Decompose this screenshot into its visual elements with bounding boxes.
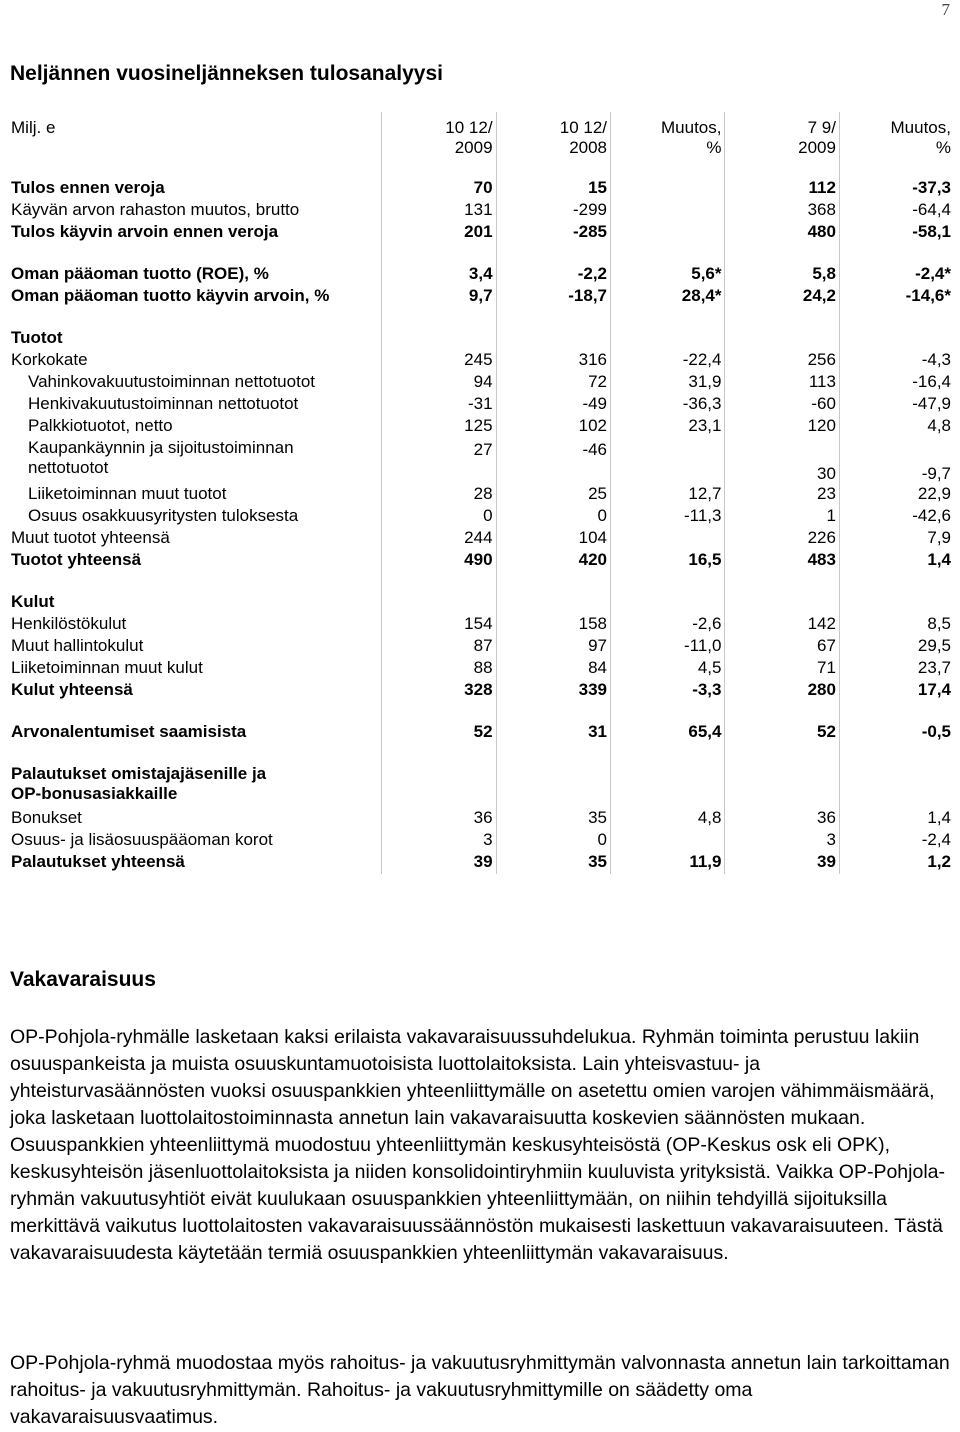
table-row: Bonukset 36 35 4,8 36 1,4: [8, 808, 954, 830]
table-row-total: Tuotot yhteensä 490 420 16,5 483 1,4: [8, 550, 954, 572]
table-row: Osuus- ja lisäosuuspääoman korot 3 0 3 -2,4: [8, 830, 954, 852]
table-row: Muut hallintokulut 87 97 -11,0 67 29,5: [8, 636, 954, 658]
section-row-kulut: Kulut: [8, 592, 954, 614]
header-col-1: 10 12/ 2009: [382, 112, 496, 158]
table-row: Muut tuotot yhteensä 244 104 226 7,9: [8, 528, 954, 550]
paragraph: OP-Pohjola-ryhmälle lasketaan kaksi erilaista vakavaraisuussuhdelukua. Ryhmän toiminta perustuu lakiin osuuspankeista ja muista osuuskuntamuotoisista luottolaitoksista. Lain yhteisvastuu- ja yhteisturvasäännösten vuoksi osuuspankkien yhteenliittymälle on asetettu omien varojen vähimmäismäärä, joka lasketaan luottolaitostoiminnasta annetun lain vakavaraisuutta koskevien säännösten mukaan. Osuuspankkien yhteenliittymä muodostuu yhteenliittymän keskusyhteisöstä (OP-Keskus osk eli OPK), keskusyhteisön jäsenluottolaitoksista ja niiden konsolidointiryhmiin kuuluvista yrityksistä. Vaikka OP-Pohjola-ryhmän vakuutusyhtiöt eivät kuulukaan osuuspankkien yhteenliittymään, on niihin tehdyillä sijoituksilla merkittävä vaikutus luottolaitosten vakavaraisuussäännöstön mukaisesti laskettuun vakavaraisuuteen. Tästä vakavaraisuudesta käytetään termiä osuuspankkien yhteenliittymän vakavaraisuus.: [10, 1026, 945, 1264]
table-row: Henkivakuutustoiminnan nettotuotot -31 -49 -36,3 -60 -47,9: [8, 394, 954, 416]
page-heading: Neljännen vuosineljänneksen tulosanalyysi: [10, 62, 443, 85]
table-row: Osuus osakkuusyritysten tuloksesta 0 0 -11,3 1 -42,6: [8, 506, 954, 528]
table-row-total: Palautukset yhteensä 39 35 11,9 39 1,2: [8, 852, 954, 874]
table-row: Kaupankäynnin ja sijoitustoiminnan nettotuotot 27 -46 30 -9,7: [8, 438, 954, 484]
table-row: Tulos käyvin arvoin ennen veroja 201 -285 480 -58,1: [8, 222, 954, 244]
table-row: Arvonalentumiset saamisista 52 31 65,4 52 -0,5: [8, 722, 954, 744]
page-number: 7: [941, 0, 950, 19]
header-col-3: Muutos, %: [611, 112, 725, 158]
table-row: Oman pääoman tuotto (ROE), % 3,4 -2,2 5,6* 5,8 -2,4*: [8, 264, 954, 286]
table-row: Liiketoiminnan muut tuotot 28 25 12,7 23 22,9: [8, 484, 954, 506]
table-header-row: [8, 112, 954, 158]
table-row-total: Kulut yhteensä 328 339 -3,3 280 17,4: [8, 680, 954, 702]
table-row: Vahinkovakuutustoiminnan nettotuotot 94 72 31,9 113 -16,4: [8, 372, 954, 394]
section-row-palautukset: Palautukset omistajajäsenille ja OP-bonusasiakkaille: [8, 764, 954, 808]
header-col-5: Muutos, %: [890, 118, 951, 157]
section-title: Vakavaraisuus: [10, 968, 156, 991]
table-row: Oman pääoman tuotto käyvin arvoin, % 9,7 -18,7 28,4* 24,2 -14,6*: [8, 286, 954, 308]
table-row: Tulos ennen veroja 70 15 112 -37,3: [8, 178, 954, 200]
paragraph: OP-Pohjola-ryhmä muodostaa myös rahoitus- ja vakuutusryhmittymän valvonnasta annetun lain tarkoittaman rahoitus- ja vakuutusryhmittymän. Rahoitus- ja vakuutusryhmittymille on säädetty oma vakavaraisuusvaatimus.: [10, 1352, 950, 1428]
section-row-tuotot: Tuotot: [8, 328, 954, 350]
header-col-4: 7 9/ 2009: [725, 112, 839, 158]
header-label: Milj. e: [8, 112, 382, 158]
table-row: Henkilöstökulut 154 158 -2,6 142 8,5: [8, 614, 954, 636]
table-row: Käyvän arvon rahaston muutos, brutto 131 -299 368 -64,4: [8, 200, 954, 222]
header-col-2: 10 12/ 2008: [496, 112, 610, 158]
table-row: Palkkiotuotot, netto 125 102 23,1 120 4,8: [8, 416, 954, 438]
table-row: Korkokate 245 316 -22,4 256 -4,3: [8, 350, 954, 372]
table-row: Liiketoiminnan muut kulut 88 84 4,5 71 23,7: [8, 658, 954, 680]
results-table: [8, 112, 954, 874]
